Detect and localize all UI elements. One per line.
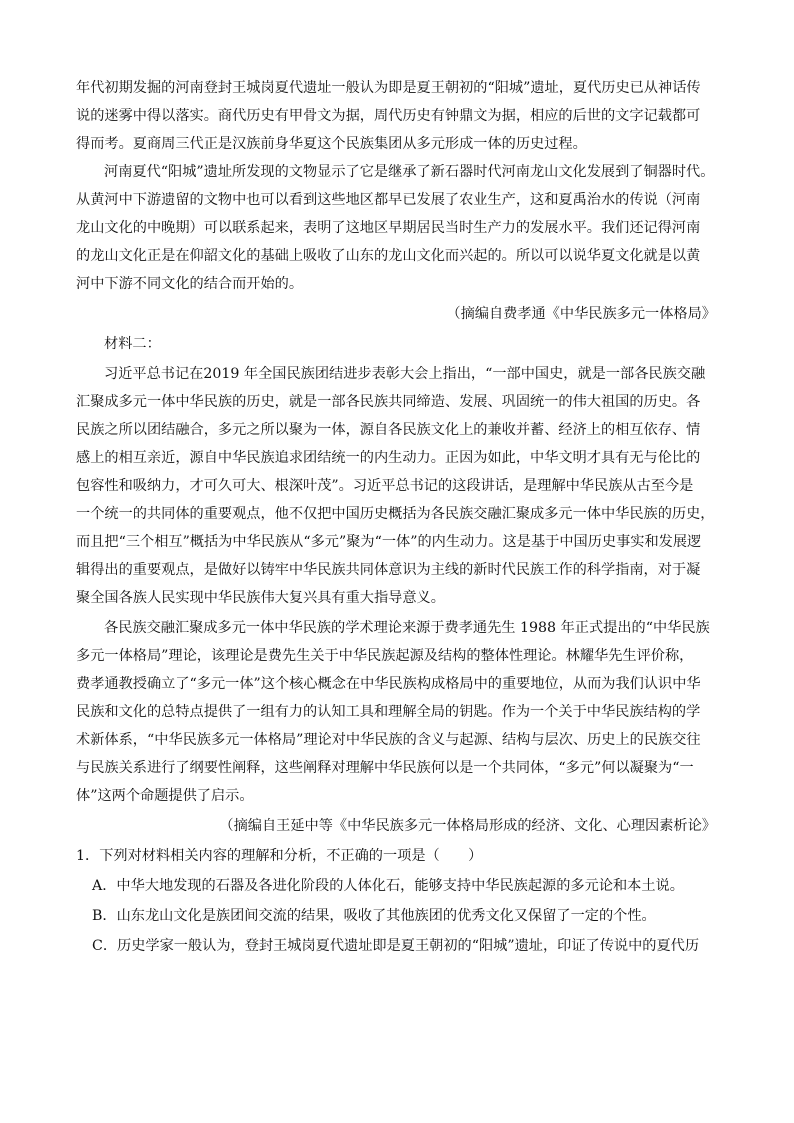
paragraph-line: 年代初期发掘的河南登封王城岗夏代遗址一般认为即是夏王朝初的“阳城”遗址，夏代历史已从神话传 (76, 80, 701, 96)
paragraph-line: 河中下游不同文化的结合而开始的。 (76, 276, 304, 292)
paragraph-line: 民族和文化的总特点提供了一组有力的认知工具和理解全局的钥匙。作为一个关于中华民族结构的学 (76, 704, 701, 720)
paragraph-line: 术新体系，“中华民族多元一体格局”理论对中华民族的含义与起源、结构与层次、历史上的民族交往 (76, 732, 701, 748)
paragraph-line: 感上的相互亲近，源自中华民族追求团结统一的内生动力。正因为如此，中华文明才具有无与伦比的 (76, 450, 701, 466)
paragraph-line: 包容性和吸纳力，才可久可大、根深叶茂”。习近平总书记的这段讲话，是理解中华民族从古至今是 (76, 478, 694, 494)
paragraph-line: 习近平总书记在2019 年全国民族团结进步表彰大会上指出，“一部中国史，就是一部各民族交融 (104, 366, 706, 382)
paragraph-line: 的龙山文化正是在仰韶文化的基础上吸收了山东的龙山文化而兴起的。所以可以说华夏文化就是以黄 (76, 248, 701, 264)
paragraph-line: 从黄河中下游遗留的文物中也可以看到这些地区都早已发展了农业生产，这和夏禹治水的传说（河南 (76, 192, 701, 208)
paragraph-line: 与民族关系进行了纲要性阐释，这些阐释对理解中华民族何以是一个共同体，“多元”何以凝聚为“一 (76, 760, 694, 776)
paragraph-line: 辑得出的重要观点，是做好以铸牢中华民族共同体意识为主线的新时代民族工作的科学指南，对于凝 (76, 562, 701, 578)
question-option-b: B．山东龙山文化是族团间交流的结果，吸收了其他族团的优秀文化又保留了一定的个性。 (92, 908, 656, 924)
paragraph-line: 一个统一的共同体的重要观点，他不仅把中国历史概括为各民族交融汇聚成多元一体中华民族的历史， (76, 506, 715, 522)
paragraph-line: 费孝通教授确立了“多元一体”这个核心概念在中华民族构成格局中的重要地位，从而为我们认识中华 (76, 676, 701, 692)
question-stem: 1．下列对材料相关内容的理解和分析，不正确的一项是（ ） (76, 848, 483, 864)
paragraph-line: 民族之所以团结融合，多元之所以聚为一体，源自各民族文化上的兼收并蓄、经济上的相互依存、情 (76, 422, 701, 438)
paragraph-line: 河南夏代“阳城”遗址所发现的文物显示了它是继承了新石器时代河南龙山文化发展到了铜器时代。 (104, 164, 715, 180)
paragraph-line: 龙山文化的中晚期）可以联系起来，表明了这地区早期居民当时生产力的发展水平。我们还记得河南 (76, 220, 701, 236)
paragraph-line: 各民族交融汇聚成多元一体中华民族的学术理论来源于费孝通先生 1988 年正式提出的“中华民族 (104, 620, 710, 636)
paragraph-line: 得而考。夏商周三代正是汉族前身华夏这个民族集团从多元形成一体的历史过程。 (76, 136, 587, 152)
paragraph-line: 聚全国各族人民实现中华民族伟大复兴具有重大指导意义。 (76, 590, 445, 606)
source-citation: （摘编自王延中等《中华民族多元一体格局形成的经济、文化、心理因素析论》 (219, 818, 716, 834)
section-label: 材料二： (104, 336, 161, 352)
paragraph-line: 体”这两个命题提供了启示。 (76, 788, 254, 804)
paragraph-line: 汇聚成多元一体中华民族的历史，就是一部各民族共同缔造、发展、巩固统一的伟大祖国的历史。各 (76, 394, 701, 410)
paragraph-line: 而且把“三个相互”概括为中华民族从“多元”聚为“一体”的内生动力。这是基于中国历史事实和发展逻 (76, 534, 702, 550)
question-option-a: A．中华大地发现的石器及各进化阶段的人体化石，能够支持中华民族起源的多元论和本土说。 (92, 878, 684, 894)
source-citation: （摘编自费孝通《中华民族多元一体格局》 (446, 306, 716, 322)
question-option-c: C．历史学家一般认为，登封王城岗夏代遗址即是夏王朝初的“阳城”遗址，印证了传说中的夏代历 (92, 938, 700, 954)
paragraph-line: 说的迷雾中得以落实。商代历史有甲骨文为据，周代历史有钟鼎文为据，相应的后世的文字记载都可 (76, 108, 701, 124)
paragraph-line: 多元一体格局”理论，该理论是费先生关于中华民族起源及结构的整体性理论。林耀华先生评价称， (76, 648, 694, 664)
